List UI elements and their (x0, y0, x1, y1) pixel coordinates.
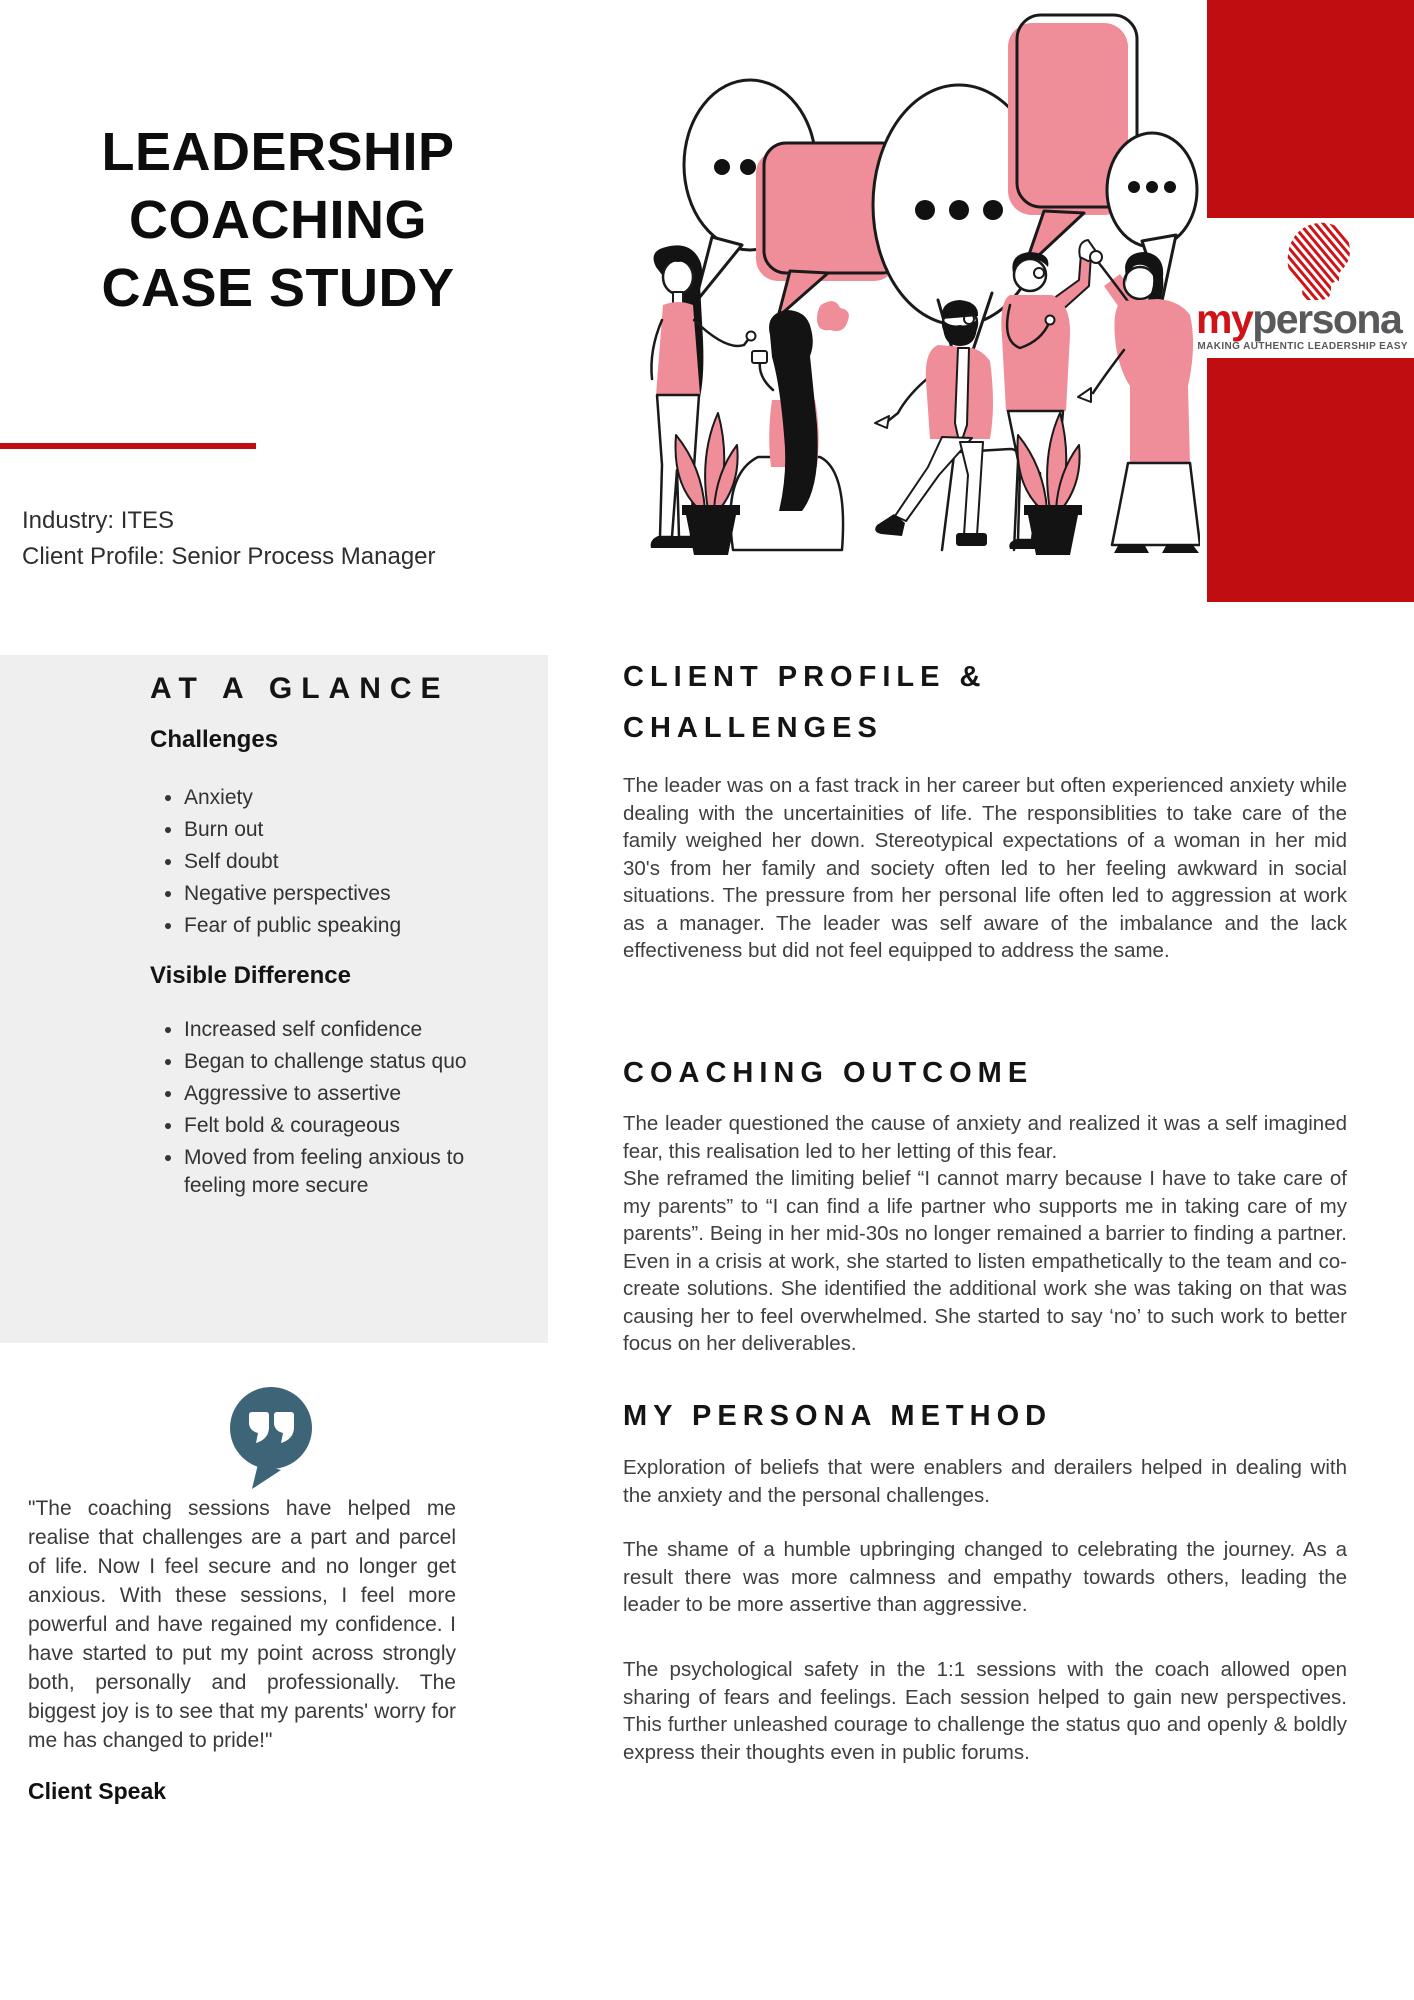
coaching-outcome-body (623, 1110, 1347, 1358)
brand-word-persona: persona (1252, 296, 1402, 342)
paragraph: The leader questioned the cause of anxiety and realized it was a self imagined fear, this realisation led to her letting of this fear. (623, 1112, 1347, 1163)
list-item: • Felt bold & courageous (184, 1112, 492, 1140)
list-item: • Negative perspectives (184, 880, 492, 908)
page-title (78, 118, 478, 322)
page-title-line: CASE STUDY (101, 258, 455, 318)
at-a-glance-heading: AT A GLANCE (150, 672, 450, 705)
brand-wordmark (1196, 296, 1412, 342)
person-standing-woman-right (1078, 251, 1200, 553)
client-info (22, 503, 436, 575)
client-speak-label: Client Speak (28, 1778, 167, 1804)
coaching-outcome-heading: COACHING OUTCOME (623, 1057, 1034, 1089)
speech-bubble-quote-icon (228, 1386, 314, 1490)
paragraph: She reframed the limiting belief “I cannot marry because I have to take care of my parents” to “I can find a life partner who supports me in taking care of my parents”. Being in her mid-30s no longer remained a barrier to finding a partner. Even in a crisis at work, she started to listen empathetically to the team and co-create solutions. She identified the additional work she was taking on that was causing her to feel overwhelmed. She started to say ‘no’ to such work to better focus on her deliverables. (623, 1167, 1347, 1355)
page-title-line: COACHING (129, 190, 427, 250)
steam-blob (817, 301, 849, 331)
visible-difference-heading: Visible Difference (150, 962, 351, 989)
challenges-heading: Challenges (150, 726, 279, 753)
visible-difference-list (150, 1016, 492, 1204)
list-item: • Burn out (184, 816, 492, 844)
accent-divider (0, 443, 256, 449)
client-quote: "The coaching sessions have helped me realise that challenges are a part and parcel of life. Now I feel secure and no longer get anxious. With these sessions, I feel more powerful and have regained my confidence. I have started to put my point across strongly both, personally and professionally. The biggest joy is to see that my parents' worry for me has changed to pride!" (28, 1497, 456, 1752)
challenges-list (150, 784, 492, 944)
client-profile-label: Client Profile: Senior Process Manager (22, 543, 436, 570)
brand-word-my: my (1196, 296, 1253, 342)
my-persona-method-heading: MY PERSONA METHOD (623, 1400, 1053, 1432)
list-item: • Anxiety (184, 784, 492, 812)
method-paragraph-3: The psychological safety in the 1:1 sessions with the coach allowed open sharing of fears and feelings. Each session helped to gain new perspectives. This further unleashed courage to challenge the status quo and openly & boldly express their thoughts even in public forums. (623, 1658, 1347, 1764)
list-item: • Fear of public speaking (184, 912, 492, 940)
client-profile-heading (623, 652, 1347, 754)
person-seated-man (875, 300, 1018, 550)
list-item: • Aggressive to assertive (184, 1080, 492, 1108)
client-profile-body: The leader was on a fast track in her career but often experienced anxiety while dealing with the uncertainities of life. The responsiblities to take care of the family weighed her down. Stereotypical expectations of a woman in her mid 30's from her family and society often led to her feeling awkward in social situations. The pressure from her personal life often led to aggression at work as a manager. The leader was self aware of the imbalance and the lack effectiveness but did not feel equipped to address the same. (623, 774, 1347, 962)
list-item: • Moved from feeling anxious to feeling more secure (184, 1144, 492, 1200)
red-accent-block-bottom (1207, 358, 1414, 602)
method-paragraph-2: The shame of a humble upbringing changed to celebrating the journey. As a result there was more calmness and empathy towards others, leading the leader to be more assertive than aggressive. (623, 1538, 1347, 1616)
fingerprint-head-icon (1280, 221, 1360, 305)
list-item: • Increased self confidence (184, 1016, 492, 1044)
page-title-line: LEADERSHIP (101, 122, 455, 182)
list-item: • Began to challenge status quo (184, 1048, 492, 1076)
at-a-glance-panel (0, 655, 548, 1343)
people-discussion-illustration (490, 5, 1200, 555)
method-paragraph-1: Exploration of beliefs that were enablers and derailers helped in dealing with the anxiety and the personal challenges. (623, 1456, 1347, 1507)
industry-label: Industry: ITES (22, 507, 175, 534)
red-accent-block-top (1207, 0, 1414, 218)
heading-line: CLIENT PROFILE & (623, 661, 987, 693)
list-item: • Self doubt (184, 848, 492, 876)
brand-tagline: MAKING AUTHENTIC LEADERSHIP EASY (1197, 341, 1408, 352)
heading-line: CHALLENGES (623, 712, 883, 744)
